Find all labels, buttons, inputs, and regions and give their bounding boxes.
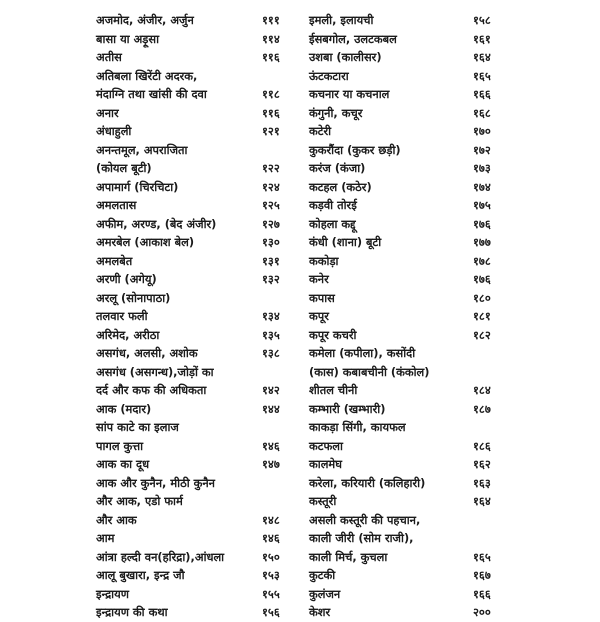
entry-page-number: १११ (262, 13, 280, 27)
index-entry (309, 511, 509, 530)
index-entry (96, 566, 306, 585)
index-entry (309, 289, 509, 308)
entry-label: कम्भारी (खम्भारी) (309, 401, 386, 416)
index-entry (96, 437, 306, 456)
entry-page-number: १८४ (473, 383, 491, 397)
entry-page-number: १४४ (262, 401, 280, 416)
index-entry (309, 585, 509, 604)
index-entry (309, 30, 509, 49)
entry-label: करंज (कंजा) (309, 161, 366, 175)
index-entry (309, 455, 509, 474)
index-entry (309, 326, 509, 345)
entry-page-number: १८६ (473, 438, 491, 453)
index-entry (96, 178, 306, 197)
entry-page-number: १६६ (473, 87, 491, 101)
index-entry (96, 455, 306, 474)
index-entry (309, 307, 509, 326)
entry-page-number: १४६ (262, 438, 280, 453)
index-entry (96, 11, 306, 30)
entry-page-number: १८२ (473, 327, 491, 342)
index-entry (96, 400, 306, 419)
index-entry (96, 104, 306, 123)
index-entry (96, 585, 306, 604)
entry-label: आंत्रा हल्दी वन(हरिद्रा),आंधला (96, 549, 225, 564)
entry-page-number: १४७ (262, 457, 280, 471)
entry-label: आम (96, 531, 115, 545)
entry-label: आक और कुनैन, मीठी कुनैन (96, 475, 216, 490)
entry-page-number: १५० (262, 549, 280, 564)
index-entry (309, 122, 509, 141)
entry-label: और आक, एडो फार्म (96, 494, 183, 508)
entry-label: कालमेघ (309, 457, 342, 471)
entry-label: इन्द्रायण की कथा (96, 605, 168, 619)
entry-label: ककोड़ा (309, 253, 339, 268)
entry-label: कुलंजन (309, 586, 341, 601)
entry-label: बासा या अड़ूसा (96, 31, 160, 46)
entry-label: अनार (96, 105, 119, 120)
index-left-column (96, 11, 306, 622)
index-entry (96, 48, 306, 67)
entry-label: ईसबगोल, उलटकबल (309, 31, 397, 46)
index-entry (309, 85, 509, 104)
index-entry (96, 307, 306, 326)
index-entry (309, 548, 509, 567)
entry-label: कपूर (309, 309, 329, 323)
index-entry (96, 159, 306, 178)
index-entry (96, 252, 306, 271)
entry-page-number: १६५ (473, 68, 491, 83)
entry-page-number: १३१ (262, 253, 280, 268)
entry-page-number: १५५ (262, 586, 280, 601)
index-entry (309, 492, 509, 511)
entry-label: कमेला (कपीला), कसोंदी (309, 346, 416, 360)
index-entry (309, 566, 509, 585)
entry-label: असगंध (असगन्ध),जोड़ों का (96, 364, 214, 379)
index-entry (309, 603, 509, 622)
entry-label: अरणी (अगेयू) (96, 272, 157, 286)
index-entry (309, 159, 509, 178)
index-right-column (309, 11, 509, 622)
entry-label: (कास) कबाबचीनी (कंकोल) (309, 364, 430, 379)
index-entry (309, 529, 509, 548)
entry-page-number: १६२ (473, 457, 491, 471)
index-entry (96, 363, 306, 382)
entry-page-number: २०० (473, 605, 491, 619)
entry-label: अमरबेल (आकाश बेल) (96, 235, 195, 249)
entry-page-number: १८१ (473, 309, 491, 323)
entry-label: अतीस (96, 50, 122, 64)
entry-label: अरिमेद, अरीठा (96, 327, 160, 342)
index-entry (96, 474, 306, 493)
entry-label: कचनार या कचनाल (309, 87, 390, 101)
entry-page-number: १७६ (473, 216, 491, 231)
entry-page-number: १५३ (262, 568, 280, 582)
entry-page-number: १४८ (262, 512, 280, 527)
index-entry (96, 418, 306, 437)
entry-label: कपूर कचरी (309, 327, 357, 342)
index-entry (309, 344, 509, 363)
index-entry (96, 326, 306, 345)
entry-page-number: १५८ (473, 13, 491, 27)
index-entry (96, 270, 306, 289)
entry-page-number: ११६ (262, 105, 280, 120)
index-entry (96, 196, 306, 215)
entry-page-number: १३० (262, 235, 280, 249)
index-entry (309, 48, 509, 67)
index-entry (309, 67, 509, 86)
index-entry (309, 437, 509, 456)
entry-label: इमली, इलायची (309, 13, 374, 27)
entry-label: अपामार्ग (चिरचिटा) (96, 179, 179, 194)
index-entry (96, 122, 306, 141)
entry-page-number: ११६ (262, 50, 280, 64)
entry-page-number: १६१ (473, 31, 491, 46)
entry-label: केशर (309, 605, 331, 619)
entry-label: काली मिर्च, कुचला (309, 549, 388, 564)
entry-page-number: १३८ (262, 346, 280, 360)
index-entry (96, 289, 306, 308)
index-entry (96, 141, 306, 160)
entry-label: आक (मदार) (96, 401, 152, 416)
entry-label: और आक (96, 512, 137, 527)
entry-label: कुकरौंदा (कुकर छड़ी) (309, 142, 401, 157)
entry-page-number: १८७ (473, 401, 491, 416)
entry-page-number: १३४ (262, 309, 280, 323)
index-entry (309, 381, 509, 400)
entry-label: अफीम, अरण्ड, (बेद अंजीर) (96, 216, 217, 231)
index-entry (309, 11, 509, 30)
entry-label: अतिबला खिरेंटी अदरक, (96, 68, 198, 83)
entry-page-number: ११४ (262, 31, 280, 46)
index-entry (96, 233, 306, 252)
entry-label: असली कस्तूरी की पहचान, (309, 512, 421, 527)
index-entry (96, 67, 306, 86)
index-entry (96, 603, 306, 622)
index-entry (309, 270, 509, 289)
entry-page-number: १२१ (262, 124, 280, 138)
index-entry (96, 85, 306, 104)
index-entry (309, 418, 509, 437)
entry-page-number: १६४ (473, 50, 491, 64)
entry-page-number: १६८ (473, 105, 491, 120)
entry-label: अमलबेत (96, 253, 133, 268)
entry-page-number: १७२ (473, 142, 491, 157)
entry-page-number: १७६ (473, 272, 491, 286)
index-entry (309, 233, 509, 252)
entry-label: कोहला कद्दू (309, 216, 356, 231)
index-entry (96, 215, 306, 234)
entry-page-number: १२५ (262, 198, 280, 212)
entry-page-number: १४२ (262, 383, 280, 397)
entry-label: कस्तूरी (309, 494, 337, 508)
entry-label: मंदाग्नि तथा खांसी की दवा (96, 87, 207, 101)
index-entry (96, 511, 306, 530)
entry-label: अनन्तमूल, अपराजिता (96, 142, 188, 157)
entry-page-number: १३५ (262, 327, 280, 342)
entry-label: आलू बुखारा, इन्द्र जौ (96, 568, 185, 582)
entry-page-number: १८० (473, 290, 491, 305)
entry-label: कंगुनी, कचूर (309, 105, 363, 120)
entry-label: सांप काटे का इलाज (96, 420, 179, 434)
index-entry (96, 492, 306, 511)
index-entry (309, 196, 509, 215)
entry-label: ऊंटकटारा (309, 68, 349, 83)
entry-page-number: १३२ (262, 272, 280, 286)
entry-page-number: १२७ (262, 216, 280, 231)
entry-page-number: १७४ (473, 179, 491, 194)
entry-label: कटफला (309, 438, 343, 453)
entry-label: कपास (309, 290, 335, 305)
entry-label: दर्द और कफ की अधिकता (96, 383, 207, 397)
index-entry (309, 215, 509, 234)
entry-page-number: १७३ (473, 161, 491, 175)
entry-label: पागल कुत्ता (96, 438, 144, 453)
entry-label: काकड़ा सिंगी, कायफल (309, 420, 406, 434)
entry-page-number: १६३ (473, 475, 491, 490)
entry-label: उशबा (कालीसर) (309, 50, 382, 64)
entry-page-number: १५६ (262, 605, 280, 619)
index-entry (309, 178, 509, 197)
entry-page-number: १२२ (262, 161, 280, 175)
index-entry (309, 400, 509, 419)
entry-label: (कोयल बूटी) (96, 161, 152, 175)
index-entry (96, 344, 306, 363)
entry-label: कटेरी (309, 124, 332, 138)
index-entry (309, 141, 509, 160)
index-entry (96, 30, 306, 49)
entry-page-number: १६६ (473, 586, 491, 601)
entry-page-number: १४६ (262, 531, 280, 545)
index-entry (309, 104, 509, 123)
entry-page-number: १७७ (473, 235, 491, 249)
entry-page-number: १७० (473, 124, 491, 138)
entry-label: करेला, करियारी (कलिहारी) (309, 475, 426, 490)
entry-label: काली जीरी (सोम राजी), (309, 531, 414, 545)
entry-label: अजमोद, अंजीर, अर्जुन (96, 13, 194, 27)
entry-label: कंधी (शाना) बूटी (309, 235, 382, 249)
entry-label: आक का दूध (96, 457, 150, 471)
index-entry (96, 529, 306, 548)
entry-page-number: १७८ (473, 253, 491, 268)
index-entry (309, 474, 509, 493)
entry-label: कटहल (कठेर) (309, 179, 372, 194)
entry-label: कनेर (309, 272, 329, 286)
index-entry (96, 548, 306, 567)
entry-page-number: ११८ (262, 87, 280, 101)
entry-page-number: १६५ (473, 549, 491, 564)
entry-page-number: १७५ (473, 198, 491, 212)
entry-label: अरलू (सोनापाठा) (96, 290, 171, 305)
entry-label: कड़वी तोरई (309, 198, 357, 212)
entry-page-number: १६७ (473, 568, 491, 582)
entry-label: इन्द्रायण (96, 586, 129, 601)
index-entry (309, 363, 509, 382)
entry-label: अमलतास (96, 198, 137, 212)
index-entry (96, 381, 306, 400)
entry-label: तलवार फली (96, 309, 148, 323)
entry-label: अंधाहुली (96, 124, 132, 138)
entry-label: असगंध, अलसी, अशोक (96, 346, 198, 360)
index-entry (309, 252, 509, 271)
entry-label: कुटकी (309, 568, 336, 582)
entry-label: शीतल चीनी (309, 383, 358, 397)
entry-page-number: १२४ (262, 179, 280, 194)
entry-page-number: १६४ (473, 494, 491, 508)
